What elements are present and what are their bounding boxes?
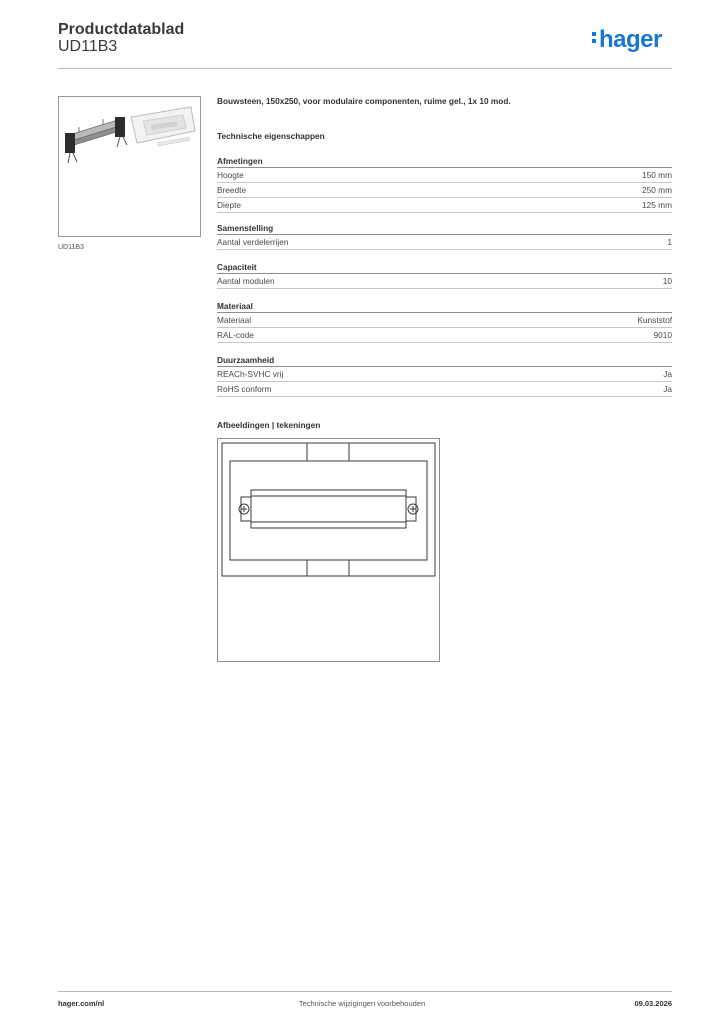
tech-properties-heading: Technische eigenschappen (217, 131, 325, 141)
spec-row (217, 382, 672, 397)
spec-section-title: Materiaal (217, 300, 672, 313)
spec-section-materiaal (217, 300, 672, 343)
footer-website-link[interactable]: hager.com/nl (58, 999, 105, 1008)
product-code: UD11B3 (58, 38, 118, 55)
spec-row (217, 328, 672, 343)
spec-value: 1 (667, 237, 672, 247)
spec-value: 125 mm (642, 200, 672, 210)
spec-section-samenstelling (217, 222, 672, 250)
cover-plate-icon (131, 107, 195, 146)
spec-row (217, 235, 672, 250)
spec-label: Materiaal (217, 315, 252, 325)
spec-section-capaciteit (217, 261, 672, 289)
spec-section-title: Capaciteit (217, 261, 672, 274)
spec-row (217, 198, 672, 213)
logo-text: hager (599, 26, 662, 53)
spec-section-title: Afmetingen (217, 155, 672, 168)
spec-label: Aantal modulen (217, 276, 275, 286)
logo-colon-mark (592, 29, 599, 46)
spec-value: 250 mm (642, 185, 672, 195)
spec-row (217, 183, 672, 198)
spec-value: Ja (663, 384, 672, 394)
spec-label: Diepte (217, 200, 241, 210)
din-rail-icon (65, 117, 127, 163)
front-view-drawing (218, 439, 439, 661)
spec-label: RoHS conform (217, 384, 272, 394)
spec-value: 150 mm (642, 170, 672, 180)
page-title: Productdatablad (58, 21, 185, 38)
product-photo-illustration (59, 97, 200, 236)
product-image-caption: UD11B3 (58, 244, 84, 251)
spec-label: RAL-code (217, 330, 254, 340)
spec-row (217, 367, 672, 382)
drawings-heading: Afbeeldingen | tekeningen (217, 420, 321, 430)
spec-value: Ja (663, 369, 672, 379)
spec-label: Aantal verdelerrijen (217, 237, 289, 247)
product-description: Bouwsteen, 150x250, voor modulaire componenten, ruime gel., 1x 10 mod. (217, 96, 511, 106)
footer-disclaimer: Technische wijzigingen voorbehouden (298, 999, 426, 1008)
hager-logo (592, 28, 662, 52)
spec-label: Breedte (217, 185, 247, 195)
spec-section-duurzaamheid (217, 354, 672, 397)
spec-value: 9010 (653, 330, 672, 340)
header-divider (58, 68, 672, 69)
spec-row (217, 274, 672, 289)
spec-section-title: Samenstelling (217, 222, 672, 235)
spec-section-title: Duurzaamheid (217, 354, 672, 367)
spec-row (217, 313, 672, 328)
footer-date: 09.03.2026 (634, 999, 672, 1008)
spec-value: 10 (662, 276, 672, 286)
product-image (58, 96, 201, 237)
spec-label: REACh-SVHC vrij (217, 369, 284, 379)
spec-value: Kunststof (637, 315, 672, 325)
spec-label: Hoogte (217, 170, 244, 180)
technical-drawing (217, 438, 440, 662)
spec-row (217, 168, 672, 183)
spec-section-afmetingen (217, 155, 672, 213)
footer-divider (58, 991, 672, 992)
